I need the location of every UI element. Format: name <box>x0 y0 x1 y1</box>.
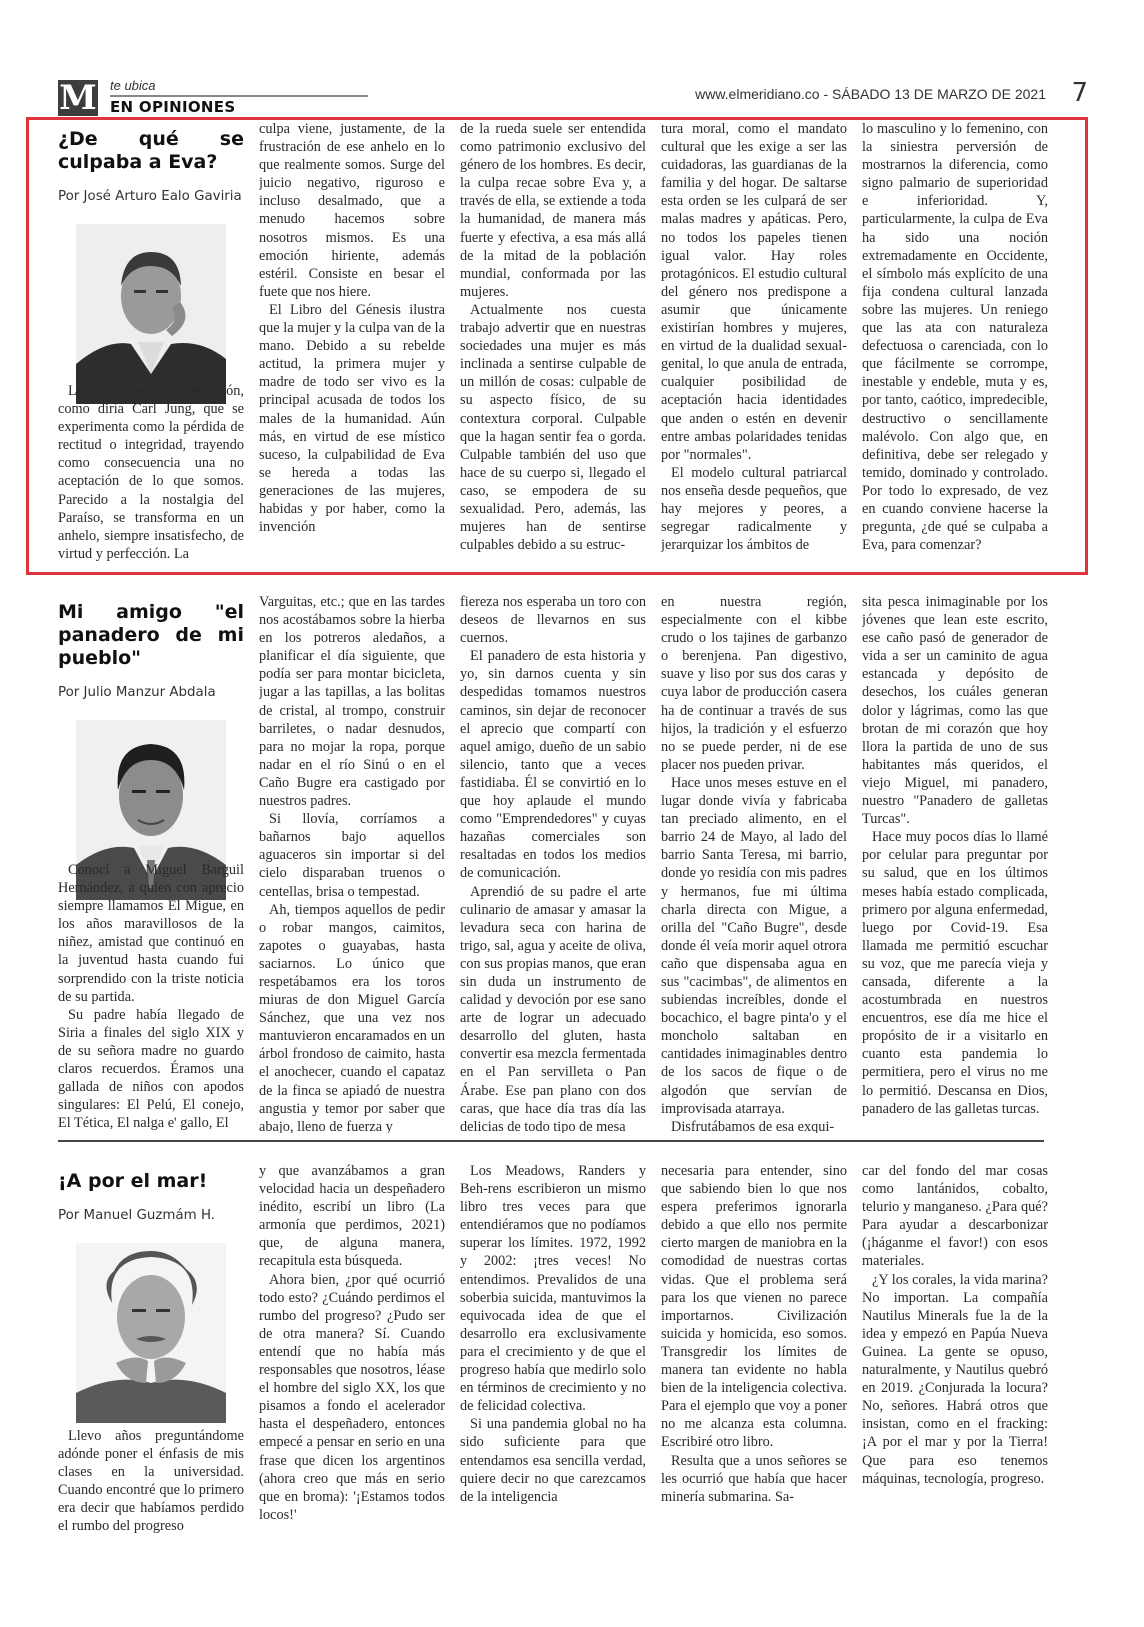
article-column-4 <box>661 120 847 572</box>
article-paragraph: Ah, tiempos aquellos de pedir o robar mangos, caimitos, zapotes o guayabas, hasta saciarnos. Lo único que respetábamos era los toros miuras de don Miguel García Sánchez, que una vez nos mantuvieron encaramados en un árbol frondoso de caimito, hasta el anochecer, cuando el capataz de la finca se apiadó de nuestra angustia y temor por saber que abajo, lleno de fuerza y <box>259 901 445 1133</box>
article-culpa-eva <box>58 120 1088 572</box>
article-paragraph: Varguitas, etc.; que en las tardes nos acostábamos sobre la hierba en los potreros aledaños, a planificar el día siguiente, que podía ser para montar bicicleta, jugar a las tapillas, a las bolitas de cristal, al trompo, construir barriletes, o nadar desnudos, para no mojar la ropa, porque nadar en el río Sinú o en el Caño Bugre era castigado por nuestros padres. <box>259 594 445 810</box>
article-paragraph: La culpa es una emoción, como diría Carl Jung, que se experimenta como la pérdida de rectitud o integridad, trayendo como consecuencia una no aceptación de lo que somos. Parecido a la nostalgia del Paraíso, se transforma en un anhelo, siempre insatisfecho, de virtud y perfección. La <box>58 383 244 562</box>
article-column-1 <box>58 120 244 572</box>
section-name: EN OPINIONES <box>110 98 236 116</box>
author-photo <box>76 224 226 404</box>
article-paragraph: lo masculino y lo femenino, con la siniestra perversión de mostrarnos la diferencia, como signo palmario de superioridad e inferioridad. Y, particularmente, la culpa de Eva ha sido una noción extremadamente en Occidente, el símbolo más explícito de una fija condena cultural lanzada sobre las mujeres. Un reniego que las ata con naturaleza defectuosa o carenciada, con lo que fácilmente se corrompe, inestable y endeble, muta y es, por tanto, caótico, impredecible, destructivo o sencillamente malévolo. Con algo que, en definitiva, debe ser relegado y temido, dominado y controlado. Por todo lo expresado, de vez en cuando conviene hacerse la pregunta, ¿de qué se culpaba a Eva, para comenzar? <box>862 121 1048 554</box>
article-byline: Por Julio Manzur Abdala <box>58 685 216 700</box>
article-column-2 <box>259 1162 445 1562</box>
article-column-5 <box>862 593 1048 1133</box>
article-byline: Por Manuel Guzmám H. <box>58 1208 216 1223</box>
article-por-el-mar <box>58 1162 1088 1562</box>
article-paragraph: car del fondo del mar cosas como lantánidos, cobalto, telurio y manganeso. ¿Para qué? Para ayudar a descarbonizar (¡háganme el favor!) con esos materiales. <box>862 1163 1048 1270</box>
article-paragraph: culpa viene, justamente, de la frustración de ese anhelo en lo que realmente somos. Surge del juicio negativo, riguroso e incluso desalmado, que a menudo hacemos sobre nosotros mismos. Es una emoción hiriente, además estéril. Consiste en besar el fuete que nos hiere. <box>259 121 445 300</box>
article-column-3 <box>460 120 646 572</box>
article-paragraph: Los Meadows, Randers y Beh-rens escribieron un mismo libro tres veces para que entendiéramos que no podíamos superar los límites. 1972, 1992 y 2002: ¡tres veces! No entendimos. Prevalidos de una soberbia suicida, mantuvimos la equivocada idea de que el desarrollo era exclusivamente para el crecimiento y de que el progreso había que medirlo solo en términos de crecimiento y no de felicidad colectiva. <box>460 1163 646 1415</box>
article-panadero <box>58 593 1088 1133</box>
article-paragraph: sita pesca inimaginable por los jóvenes que lean este escrito, ese caño pasó de generador de vida a ser un caminito de agua estancada y depósito de desechos, los cuáles generan dolor y lágrimas, como las que brotan de mi corazón que hoy llora la partida de uno de sus habitantes más queridos, el viejo Miguel, mi panadero, nuestro "Panadero de galletas Turcas". <box>862 594 1048 828</box>
page-header <box>58 78 1088 118</box>
article-paragraph: Llevo años preguntándome adónde poner el énfasis de mis clases en la universidad. Cuando encontré que lo primero era decir que habíamos perdido el rumbo del progreso <box>58 1428 244 1535</box>
article-title: ¿De qué se culpaba a Eva? <box>58 128 244 173</box>
article-byline: Por José Arturo Ealo Gaviria <box>58 189 242 204</box>
article-column-3 <box>460 1162 646 1562</box>
article-column-5 <box>862 1162 1048 1562</box>
article-paragraph: Conocí a Miguel Barguil Hernández, a quien con aprecio siempre llamamos El Migue, en los años maravillosos de la niñez, amistad que continuó en la juventud hasta cuando fui sorprendido con la triste noticia de su partida. <box>58 862 244 1005</box>
article-paragraph: necesaria para entender, sino que sabiendo bien lo que nos espera preferimos ignorarla debido a que ello nos permite cierto margen de maniobra en la comodidad de nuestras cortas vidas. Que el problema será para los que vienen no parece importarnos. Civilización suicida y homicida, eso somos. Transgredir los límites de manera tan evidente no habla bien de la inteligencia colectiva. Para el ejemplo que voy a poner no me alcanza esta columna. Escribiré otro libro. <box>661 1163 847 1451</box>
article-paragraph: El Libro del Génesis ilustra que la mujer y la culpa van de la mano. Debido a su rebelde actitud, la primera mujer y madre de todo ser vivo es la principal acusada de todos los males de la humanidad. Aún más, en virtud de ese místico suceso, la culpabilidad de Eva se hereda a todas las generaciones de las mujeres, habidas y por haber, como la invención <box>259 301 445 536</box>
article-divider <box>58 1140 1044 1142</box>
article-paragraph: de la rueda suele ser entendida como patrimonio exclusivo del género de los hombres. Es decir, la culpa recae sobre Eva y, a través de ella, se extiende a toda la humanidad, de manera más fuerte y efectiva, a esa más allá de la mitad de la población mundial, conformada por las mujeres. <box>460 121 646 300</box>
article-paragraph: y que avanzábamos a gran velocidad hacia un despeñadero inédito, escribí un libro (La armonía que perdimos, 2021) que, de alguna manera, recapitula esta búsqueda. <box>259 1163 445 1270</box>
article-paragraph: en nuestra región, especialmente con el kibbe crudo o los tajines de garbanzo o berenjena. Pan digestivo, suave y liso por sus dos caras y cuya labor de producción casera ha de continuar a través de sus hijos, la tradición y el esfuerzo no se puede perder, ni de ese placer nos pueden privar. <box>661 594 847 773</box>
article-paragraph: Disfrutábamos de esa exqui- <box>671 1118 835 1133</box>
article-paragraph: Actualmente nos cuesta trabajo advertir que en nuestras sociedades una mujer es más inclinada a sentirse culpable de un millón de cosas: culpable de su aspecto físico, de su contextura corporal. Culpable que la hagan sentir fea o gorda. Culpable también del uso que hace de su cuerpo si, llegado el caso, se empodera de su sexualidad. Pero, además, las mujeres han de sentirse culpables debido a su estruc- <box>460 301 646 554</box>
article-title: ¡A por el mar! <box>58 1170 208 1192</box>
section-tagline: te ubica <box>110 78 156 93</box>
article-column-2 <box>259 120 445 572</box>
article-paragraph: Hace unos meses estuve en el lugar donde vivía y fabricaba tan preciado alimento, en el barrio 24 de Mayo, al lado del barrio Santa Teresa, mi barrio, donde yo residía con mis padres y hermanos, fue mi última charla directa con Migue, a orilla del "Caño Bugre", desde donde él veía morir aquel otrora caño que dispensaba agua en sus "cacimbas", de alimentos en subiendas increíbles, donde el bocachico, el bagre pinta'o y el moncholo saltaban en cantidades inimaginables dentro de los sacos de fique o de algodón que servían de improvisada atarraya. <box>661 774 847 1117</box>
site-and-date: www.elmeridiano.co - SÁBADO 13 DE MARZO DE 2021 <box>695 86 1046 102</box>
article-paragraph: Resulta que a unos señores se les ocurrió que había que hacer minería submarina. Sa- <box>661 1452 847 1505</box>
article-paragraph: El modelo cultural patriarcal nos enseña desde pequeños, que hay mejores y peores, a segregar radicalmente y jerarquizar los ámbitos de <box>661 464 847 554</box>
article-paragraph: tura moral, como el mandato cultural que les exige a ser las cuidadoras, las guardianas de la familia y del hogar. De saltarse esta orden se les culpará de ser malas madres y apáticas. Pero, no todos los papeles tienen igual valor. Hay roles protagónicos. El estudio cultural del género nos predispone a asumir que únicamente existirían hombres y mujeres, en virtud de la dualidad sexual-genital, lo que anula de entrada, cualquier posibilidad de aceptación hacia identidades que anden o estén en devenir entre ambas polaridades tenidas por "normales". <box>661 121 847 463</box>
article-paragraph: Aprendió de su padre el arte culinario de amasar y amasar la levadura seca con harina de trigo, sal, agua y aceite de oliva, con sus propias manos, que eran sin duda un instrumento de calidad y devoción por ese sano arte de lograr un adecuado desarrollo del gluten, hasta convertir esa mezcla fermentada en el Pan servilleta o Pan Árabe. Ese pan plano con dos caras, que hace día tras día las delicias de todo tipo de mesa <box>460 883 646 1133</box>
article-column-1 <box>58 593 244 1133</box>
article-paragraph: Hace muy pocos días lo llamé por celular para preguntar por su salud, que en los últimos meses había estado complicada, primero por alguna enfermedad, luego por Covid-19. Esa llamada me permitió escuchar su voz, que me parecía vieja y cansada, diferente a la acostumbrada en nuestros encuentros, ese día me hice el propósito de ir a visitarlo en cuanto esta pandemia lo permitiera, pero el virus no me lo permitió. Descansa en Dios, panadero de las galletas turcas. <box>862 829 1048 1117</box>
article-column-5 <box>862 120 1048 572</box>
article-paragraph: Ahora bien, ¿por qué ocurrió todo esto? ¿Cuándo perdimos el rumbo del progreso? ¿Pudo ser de otra manera? Sí. Cuando entendí que no había más responsables que nosotros, léase el hombre del siglo XX, los que pisamos a fondo el acelerador hasta el despeñadero, entonces empecé a pensar en serio en una frase que dicen los argentinos (ahora creo que más en serio que en broma): '¡Estamos todos locos!' <box>259 1271 445 1523</box>
article-column-4 <box>661 1162 847 1562</box>
article-title: Mi amigo "el panadero de mi pueblo" <box>58 601 244 669</box>
article-column-3 <box>460 593 646 1133</box>
page-number: 7 <box>1071 78 1088 108</box>
article-paragraph: ¿Y los corales, la vida marina? No importan. La compañía Nautilus Minerals fue la de la idea y empezó en Papúa Nueva Guinea. La gente se opuso, naturalmente, y Nautilus quebró en 2019. ¿Conjurada la locura? No, señores. Habrá otros que insistan, como en el fracking: ¡A por el mar y por la Tierra! Que para eso tenemos máquinas, tecnología, progreso. <box>862 1271 1048 1487</box>
article-paragraph: fiereza nos esperaba un toro con deseos de llevarnos en sus cuernos. <box>460 594 646 647</box>
article-column-2 <box>259 593 445 1133</box>
newspaper-logo[interactable]: M <box>59 78 97 118</box>
article-paragraph: Si llovía, corríamos a bañarnos bajo aquellos aguaceros sin importar si del cielo disparaban truenos o centellas, brisa o tempestad. <box>259 811 445 900</box>
author-photo <box>76 1243 226 1423</box>
article-paragraph: El panadero de esta historia y yo, sin darnos cuenta y sin despedidas tomamos nuestros caminos, sin dejar de reconocer el aprecio que compartí con aquel amigo, dueño de un sabio silencio, tanto que a veces fastidiaba. Él se convirtió en lo que hoy aplaude el mundo como "Emprendedores" y cuyas hazañas comerciales son resaltadas en todos los medios de comunicación. <box>460 648 646 882</box>
article-paragraph: Si una pandemia global no ha sido suficiente para que entendamos esa sencilla verdad, quiere decir no que carezcamos de la inteligencia <box>460 1416 646 1505</box>
article-column-4 <box>661 593 847 1133</box>
header-rule <box>110 95 368 97</box>
article-paragraph: Su padre había llegado de Siria a finales del siglo XIX y de su señora madre no guardo claros recuerdos. Éramos una gallada de niños con apodos singulares: El Pelú, El conejo, El Tética, El nalga e' gallo, El <box>58 1006 244 1132</box>
article-column-1 <box>58 1162 244 1562</box>
